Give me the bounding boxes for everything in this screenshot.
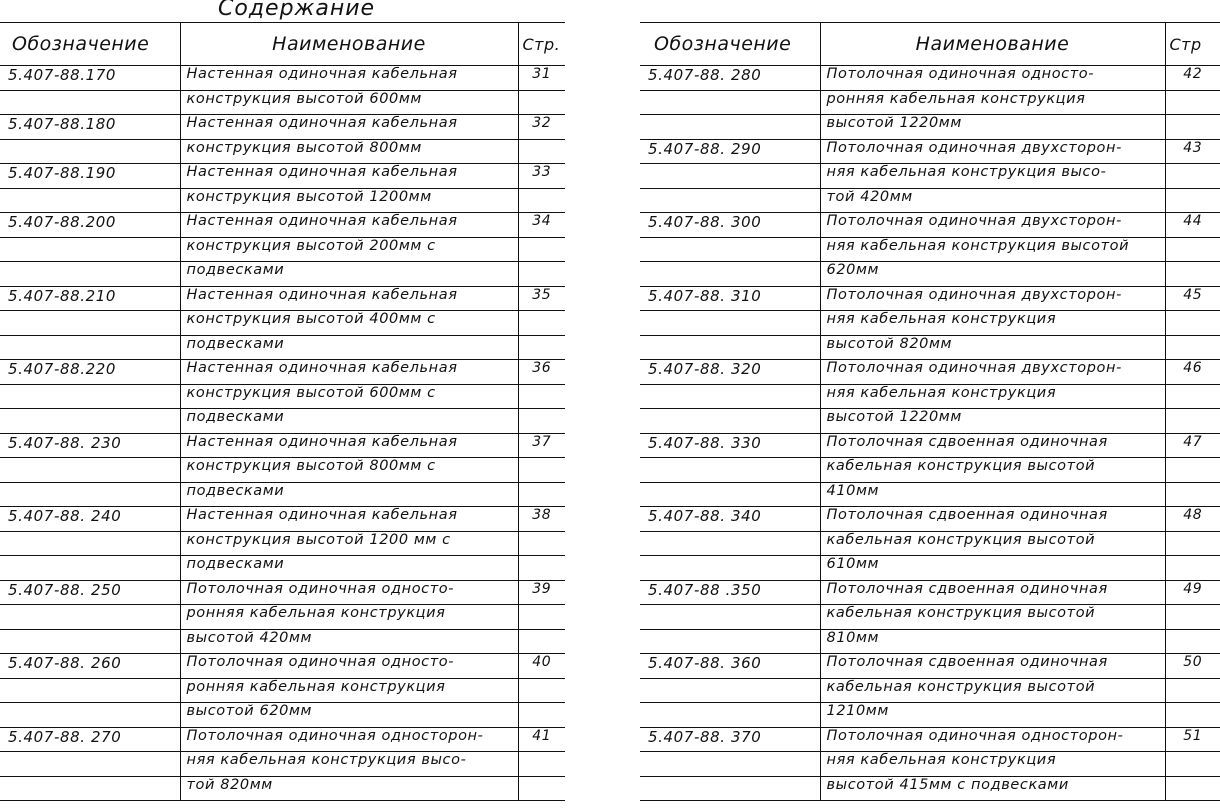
table-row <box>640 237 1220 262</box>
item-name-line: кабельная конструкция высотой <box>820 678 1165 703</box>
designation-blank <box>640 409 820 434</box>
designation-blank <box>0 384 180 409</box>
page-blank <box>1165 335 1220 360</box>
item-designation: 5.407-88. 290 <box>640 139 820 164</box>
table-row <box>640 335 1220 360</box>
item-name-line: ронняя кабельная конструкция <box>180 605 518 630</box>
page-blank <box>518 311 565 336</box>
item-designation: 5.407-88 .350 <box>640 580 820 605</box>
item-name-line: подвесками <box>180 482 518 507</box>
page-blank <box>518 384 565 409</box>
item-name-line: Потолочная одиночная односто- <box>180 654 518 679</box>
designation-blank <box>0 703 180 728</box>
item-page: 31 <box>518 66 565 91</box>
item-name-line: Потолочная одиночная двухсторон- <box>820 213 1165 238</box>
designation-blank <box>640 629 820 654</box>
designation-blank <box>0 90 180 115</box>
item-name-line: Потолочная одиночная односторон- <box>180 727 518 752</box>
table-row <box>0 360 565 385</box>
designation-blank <box>0 335 180 360</box>
item-name-line: конструкция высотой 800мм с <box>180 458 518 483</box>
page-blank <box>1165 384 1220 409</box>
item-name-line: той 420мм <box>820 188 1165 213</box>
item-designation: 5.407-88. 260 <box>0 654 180 679</box>
table-row <box>640 286 1220 311</box>
designation-blank <box>640 678 820 703</box>
item-name-line: конструкция высотой 1200 мм с <box>180 531 518 556</box>
table-row <box>640 458 1220 483</box>
item-designation: 5.407-88. 330 <box>640 433 820 458</box>
page-title: Содержание <box>218 0 376 21</box>
table-row <box>640 727 1220 752</box>
page-blank <box>1165 678 1220 703</box>
table-row <box>0 629 565 654</box>
item-name-line: 410мм <box>820 482 1165 507</box>
item-page: 45 <box>1165 286 1220 311</box>
designation-blank <box>0 629 180 654</box>
table-row <box>0 482 565 507</box>
item-designation: 5.407-88. 360 <box>640 654 820 679</box>
item-name-line: Потолочная одиночная односто- <box>820 66 1165 91</box>
item-name-line: Потолочная сдвоенная одиночная <box>820 507 1165 532</box>
designation-blank <box>640 335 820 360</box>
designation-blank <box>0 139 180 164</box>
contents-table-right <box>640 22 1220 801</box>
table-row <box>640 433 1220 458</box>
designation-blank <box>640 776 820 801</box>
table-row <box>640 654 1220 679</box>
item-name-line: Настенная одиночная кабельная <box>180 433 518 458</box>
item-name-line: той 820мм <box>180 776 518 801</box>
designation-blank <box>640 752 820 777</box>
item-page: 51 <box>1165 727 1220 752</box>
table-row <box>640 360 1220 385</box>
page-blank <box>518 409 565 434</box>
designation-blank <box>0 262 180 287</box>
item-name-line: высотой 1220мм <box>820 115 1165 140</box>
table-row <box>0 507 565 532</box>
table-row <box>0 776 565 801</box>
table-row <box>0 384 565 409</box>
table-row <box>640 556 1220 581</box>
table-row <box>0 458 565 483</box>
table-row <box>0 580 565 605</box>
table-row <box>0 213 565 238</box>
page-blank <box>1165 482 1220 507</box>
table-row <box>640 384 1220 409</box>
item-designation: 5.407-88. 240 <box>0 507 180 532</box>
table-row <box>640 678 1220 703</box>
designation-blank <box>640 90 820 115</box>
item-page: 42 <box>1165 66 1220 91</box>
item-name-line: подвесками <box>180 556 518 581</box>
table-row <box>640 311 1220 336</box>
item-page: 38 <box>518 507 565 532</box>
page-blank <box>1165 776 1220 801</box>
item-designation: 5.407-88. 320 <box>640 360 820 385</box>
item-page: 35 <box>518 286 565 311</box>
table-row <box>640 482 1220 507</box>
page-blank <box>1165 409 1220 434</box>
item-name-line: конструкция высотой 200мм с <box>180 237 518 262</box>
item-name-line: Настенная одиночная кабельная <box>180 115 518 140</box>
page-blank <box>518 237 565 262</box>
page-blank <box>518 531 565 556</box>
item-designation: 5.407-88.170 <box>0 66 180 91</box>
designation-blank <box>640 531 820 556</box>
designation-blank <box>640 188 820 213</box>
table-row <box>640 605 1220 630</box>
item-page: 34 <box>518 213 565 238</box>
item-name-line: Потолочная одиночная односто- <box>180 580 518 605</box>
item-page: 47 <box>1165 433 1220 458</box>
page-blank <box>1165 752 1220 777</box>
page-blank <box>1165 262 1220 287</box>
designation-blank <box>0 311 180 336</box>
designation-blank <box>0 409 180 434</box>
page-blank <box>518 605 565 630</box>
contents-table-left <box>0 22 565 801</box>
header-name: Наименование <box>180 23 518 66</box>
item-name-line: 1210мм <box>820 703 1165 728</box>
item-designation: 5.407-88.190 <box>0 164 180 189</box>
designation-blank <box>640 482 820 507</box>
item-name-line: 620мм <box>820 262 1165 287</box>
item-name-line: высотой 620мм <box>180 703 518 728</box>
table-row <box>640 409 1220 434</box>
table-row <box>0 286 565 311</box>
item-name-line: высотой 820мм <box>820 335 1165 360</box>
page-blank <box>518 776 565 801</box>
page-blank <box>518 90 565 115</box>
table-row <box>0 752 565 777</box>
table-row <box>0 188 565 213</box>
designation-blank <box>640 115 820 140</box>
item-name-line: подвесками <box>180 409 518 434</box>
page-blank <box>518 678 565 703</box>
item-name-line: ронняя кабельная конструкция <box>180 678 518 703</box>
table-row <box>640 580 1220 605</box>
item-designation: 5.407-88. 270 <box>0 727 180 752</box>
item-page: 48 <box>1165 507 1220 532</box>
page-blank <box>518 556 565 581</box>
designation-blank <box>0 752 180 777</box>
item-name-line: Потолочная одиночная двухсторон- <box>820 360 1165 385</box>
item-page: 44 <box>1165 213 1220 238</box>
designation-blank <box>0 458 180 483</box>
item-name-line: конструкция высотой 600мм с <box>180 384 518 409</box>
item-name-line: конструкция высотой 1200мм <box>180 188 518 213</box>
item-name-line: высотой 1220мм <box>820 409 1165 434</box>
header-designation: Обозначение <box>640 23 820 66</box>
page-blank <box>1165 164 1220 189</box>
item-name-line: конструкция высотой 600мм <box>180 90 518 115</box>
designation-blank <box>0 678 180 703</box>
item-page: 46 <box>1165 360 1220 385</box>
item-name-line: конструкция высотой 800мм <box>180 139 518 164</box>
item-name-line: подвесками <box>180 335 518 360</box>
table-row <box>0 727 565 752</box>
item-name-line: 810мм <box>820 629 1165 654</box>
table-row <box>0 164 565 189</box>
item-designation: 5.407-88.200 <box>0 213 180 238</box>
page-blank <box>518 458 565 483</box>
item-name-line: конструкция высотой 400мм с <box>180 311 518 336</box>
table-row <box>640 776 1220 801</box>
table-row <box>640 66 1220 91</box>
item-name-line: кабельная конструкция высотой <box>820 605 1165 630</box>
item-name-line: Потолочная одиночная двухсторон- <box>820 139 1165 164</box>
item-page: 32 <box>518 115 565 140</box>
table-row <box>0 409 565 434</box>
page-blank <box>1165 458 1220 483</box>
designation-blank <box>0 188 180 213</box>
item-designation: 5.407-88. 300 <box>640 213 820 238</box>
item-designation: 5.407-88. 230 <box>0 433 180 458</box>
item-name-line: ронняя кабельная конструкция <box>820 90 1165 115</box>
item-page: 33 <box>518 164 565 189</box>
header-page: Стр <box>1165 23 1220 66</box>
page-blank <box>1165 311 1220 336</box>
designation-blank <box>640 262 820 287</box>
item-name-line: няя кабельная конструкция <box>820 311 1165 336</box>
page-blank <box>518 482 565 507</box>
page-blank <box>518 752 565 777</box>
designation-blank <box>640 458 820 483</box>
item-page: 49 <box>1165 580 1220 605</box>
table-row <box>0 66 565 91</box>
item-designation: 5.407-88. 250 <box>0 580 180 605</box>
item-page: 36 <box>518 360 565 385</box>
item-name-line: няя кабельная конструкция высо- <box>180 752 518 777</box>
table-row <box>0 433 565 458</box>
table-row <box>0 703 565 728</box>
table-row <box>0 556 565 581</box>
page-blank <box>1165 188 1220 213</box>
item-name-line: высотой 415мм с подвесками <box>820 776 1165 801</box>
table-row <box>0 531 565 556</box>
table-row <box>0 237 565 262</box>
designation-blank <box>640 605 820 630</box>
item-designation: 5.407-88. 280 <box>640 66 820 91</box>
page-blank <box>1165 629 1220 654</box>
designation-blank <box>0 556 180 581</box>
item-designation: 5.407-88. 340 <box>640 507 820 532</box>
header-page: Стр. <box>518 23 565 66</box>
table-row <box>640 262 1220 287</box>
item-name-line: няя кабельная конструкция высотой <box>820 237 1165 262</box>
item-designation: 5.407-88. 310 <box>640 286 820 311</box>
item-name-line: Настенная одиночная кабельная <box>180 66 518 91</box>
item-name-line: кабельная конструкция высотой <box>820 458 1165 483</box>
designation-blank <box>640 703 820 728</box>
table-row <box>640 164 1220 189</box>
table-row <box>640 213 1220 238</box>
item-name-line: кабельная конструкция высотой <box>820 531 1165 556</box>
page-blank <box>518 139 565 164</box>
item-name-line: Настенная одиночная кабельная <box>180 507 518 532</box>
item-name-line: 610мм <box>820 556 1165 581</box>
page-blank <box>1165 90 1220 115</box>
table-row <box>640 90 1220 115</box>
page-blank <box>1165 556 1220 581</box>
item-name-line: высотой 420мм <box>180 629 518 654</box>
item-name-line: Настенная одиночная кабельная <box>180 164 518 189</box>
table-row <box>640 752 1220 777</box>
page-blank <box>518 703 565 728</box>
page-blank <box>1165 703 1220 728</box>
header-designation: Обозначение <box>0 23 180 66</box>
table-row <box>0 654 565 679</box>
table-row <box>0 90 565 115</box>
header-name: Наименование <box>820 23 1165 66</box>
item-name-line: Настенная одиночная кабельная <box>180 360 518 385</box>
item-name-line: няя кабельная конструкция <box>820 752 1165 777</box>
item-name-line: Настенная одиночная кабельная <box>180 213 518 238</box>
table-row <box>640 139 1220 164</box>
table-row <box>0 139 565 164</box>
item-designation: 5.407-88.220 <box>0 360 180 385</box>
table-row <box>640 703 1220 728</box>
table-row <box>0 678 565 703</box>
designation-blank <box>0 237 180 262</box>
table-row <box>640 115 1220 140</box>
table-row <box>640 507 1220 532</box>
page-blank <box>1165 237 1220 262</box>
item-name-line: Потолочная сдвоенная одиночная <box>820 433 1165 458</box>
item-page: 40 <box>518 654 565 679</box>
table-row <box>0 311 565 336</box>
item-designation: 5.407-88. 370 <box>640 727 820 752</box>
item-page: 37 <box>518 433 565 458</box>
table-row <box>640 531 1220 556</box>
page-blank <box>518 262 565 287</box>
item-name-line: Потолочная одиночная односторон- <box>820 727 1165 752</box>
table-row <box>0 262 565 287</box>
item-designation: 5.407-88.210 <box>0 286 180 311</box>
designation-blank <box>0 776 180 801</box>
item-name-line: няя кабельная конструкция высо- <box>820 164 1165 189</box>
item-name-line: Потолочная сдвоенная одиночная <box>820 654 1165 679</box>
table-row <box>0 605 565 630</box>
designation-blank <box>0 531 180 556</box>
page-blank <box>518 335 565 360</box>
designation-blank <box>0 482 180 507</box>
item-name-line: Потолочная сдвоенная одиночная <box>820 580 1165 605</box>
item-page: 39 <box>518 580 565 605</box>
page-blank <box>518 629 565 654</box>
designation-blank <box>640 164 820 189</box>
designation-blank <box>640 311 820 336</box>
designation-blank <box>640 237 820 262</box>
table-row <box>640 188 1220 213</box>
page-blank <box>1165 605 1220 630</box>
item-page: 41 <box>518 727 565 752</box>
designation-blank <box>0 605 180 630</box>
table-row <box>0 335 565 360</box>
page-blank <box>1165 115 1220 140</box>
item-name-line: подвесками <box>180 262 518 287</box>
item-page: 43 <box>1165 139 1220 164</box>
table-row <box>640 629 1220 654</box>
item-page: 50 <box>1165 654 1220 679</box>
table-row <box>0 115 565 140</box>
page-blank <box>1165 531 1220 556</box>
designation-blank <box>640 384 820 409</box>
item-name-line: Настенная одиночная кабельная <box>180 286 518 311</box>
item-name-line: няя кабельная конструкция <box>820 384 1165 409</box>
designation-blank <box>640 556 820 581</box>
page-blank <box>518 188 565 213</box>
item-designation: 5.407-88.180 <box>0 115 180 140</box>
item-name-line: Потолочная одиночная двухсторон- <box>820 286 1165 311</box>
